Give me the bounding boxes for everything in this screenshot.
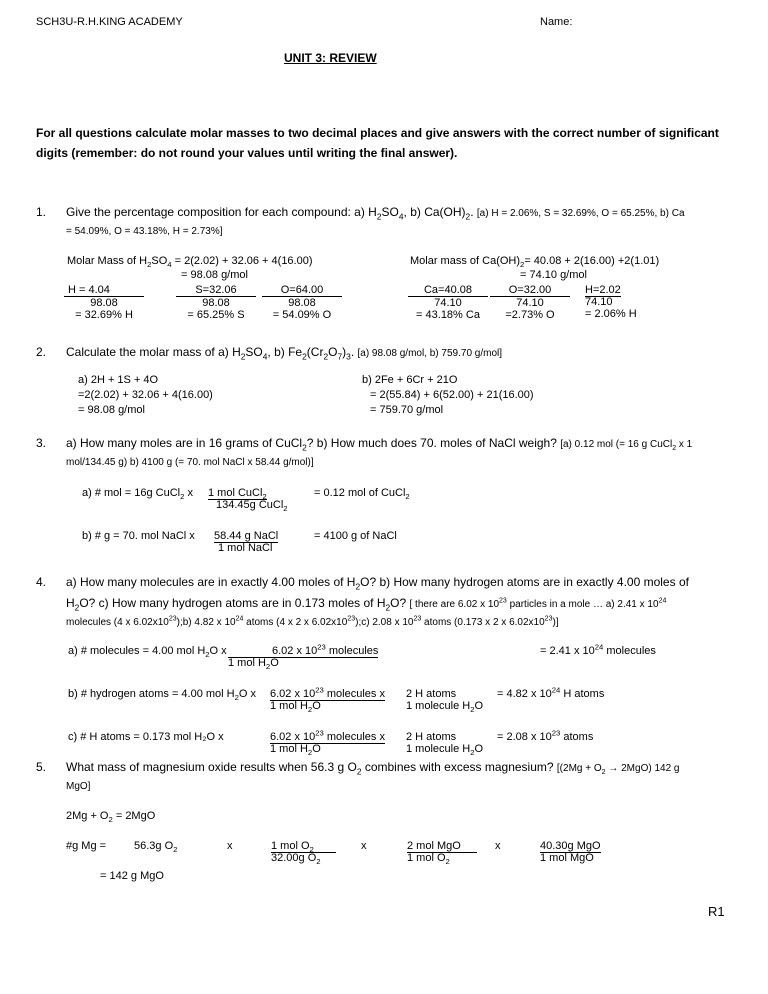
question-3-answer-cont: mol/134.45 g) b) 4100 g (= 70. mol NaCl x 58.44 g/mol)] [66, 457, 314, 468]
q4c-num2: 2 H atoms [406, 731, 457, 743]
q5-factor-2 [407, 840, 477, 867]
q1b-o-fraction [490, 284, 570, 321]
q1a-h-fraction [64, 284, 144, 321]
q3b-num: 58.44 g NaCl [214, 530, 279, 542]
instructions: For all questions calculate molar masses to two decimal places and give answers with the correct number of significant digits (remember: do not round your values until writing the final answer). [36, 126, 719, 160]
q2a-line3: = 98.08 g/mol [78, 404, 145, 416]
q3b-fraction [214, 530, 278, 554]
q1b-ca-num: Ca=40.08 [408, 284, 488, 297]
q4b-den2: 1 molecule $H_2O$ [406, 700, 484, 715]
q4b-den: 1 mol $H_2O$ [270, 700, 321, 715]
q4b-num: 6.02 x $10^{23}$ molecules x [270, 685, 385, 700]
question-3-text: a) How many moles are in 16 grams of CuCl$_2$? b) How much does 70. moles of NaCl weigh? [a) 0.12 mol (= 16 g CuCl$_2$ x 1 [66, 436, 693, 453]
q1a-h-den: 98.08 [90, 297, 118, 309]
question-number: 2. [36, 345, 47, 359]
q1b-ca-result: = 43.18% Ca [416, 309, 480, 321]
q5-f3-den: 1 mol MgO [540, 852, 594, 864]
q1a-o-result: = 54.09% O [272, 309, 332, 321]
q1b-o-result: =2.73% O [505, 309, 555, 321]
q1a-o-den: 98.08 [288, 297, 316, 309]
q4c-answer: = 2.08 x $10^{23}$ atoms [497, 728, 594, 743]
q4c-left: c) # H atoms = 0.173 mol H₂O x [68, 731, 224, 743]
q4c-num: 6.02 x $10^{23}$ molecules x [270, 728, 385, 743]
q1a-s-den: 98.08 [202, 297, 230, 309]
q3b-answer: = 4100 g of NaCl [314, 530, 397, 542]
q5-f2-den: 1 mol $O_2$ [407, 852, 450, 867]
question-4-text: a) How many molecules are in exactly 4.00 moles of $H_2O$? b) How many hydrogen atoms are in exactly 4.00 moles of [66, 575, 689, 592]
question-4-answer-cont: molecules (4 x $6.02x10^{23});b$) 4.82 x $10^{24}$ atoms (4 x 2 x $6.02x10^{23});c$) 2.08 x $10^{23}$ atoms (0.173 x 2 x $6.02x10^{23}$)] [66, 615, 559, 628]
q2b-line1: b) 2Fe + 6Cr + 21O [362, 374, 458, 386]
q2a-line1: a) 2H + 1S + 4O [78, 374, 159, 386]
q1a-s-fraction [176, 284, 256, 321]
q4b-answer: = 4.82 x $10^{24}$ H atoms [497, 685, 605, 700]
q2a-line2: =2(2.02) + 32.06 + 4(16.00) [78, 389, 213, 401]
q1b-o-den: 74.10 [516, 297, 544, 309]
question-number: 5. [36, 760, 47, 774]
q4c-den2: 1 molecule $H_2O$ [406, 743, 484, 758]
q3b-left: b) # g = 70. mol NaCl x [82, 530, 195, 542]
q3a-den: 134.45g CuCl$_2$ [216, 499, 288, 514]
q5-calc-label: #g Mg = [66, 840, 107, 852]
q1a-result: = 98.08 g/mol [181, 269, 248, 281]
q5-factor-1 [271, 840, 336, 867]
q5-f1-den: 32.00g $O_2$ [271, 852, 321, 867]
q5-times-2: x [361, 840, 367, 852]
q3a-num: 1 mol CuCl$_2$ [208, 487, 267, 502]
name-label: Name: [540, 16, 573, 28]
q1b-o-num: O=32.00 [490, 284, 570, 297]
question-1-answer-cont: = 54.09%, O = 43.18%, H = 2.73%] [66, 226, 223, 237]
question-1-text: Give the percentage composition for each compound: a) $H_2SO_4$, b) $Ca(OH)_2$. [a) H = 2.06%, S = 32.69%, O = 65.25%, b) Ca [66, 205, 685, 222]
q1a-s-num: S=32.06 [176, 284, 256, 297]
page-id: R1 [708, 904, 725, 919]
q3a-answer: = 0.12 mol of CuCl$_2$ [314, 487, 410, 502]
q1a-h-num: H = 4.04 [64, 284, 144, 297]
q2b-line2: = 2(55.84) + 6(52.00) + 21(16.00) [370, 389, 534, 401]
q4b-num2: 2 H atoms [406, 688, 457, 700]
q3a-left: a) # mol = 16g CuCl$_2$ x [82, 487, 193, 502]
q4b-fraction2 [406, 688, 484, 715]
q2a-work [78, 373, 213, 418]
q4a-den: 1 mol $H_2O$ [228, 657, 279, 672]
q4a-fraction [228, 642, 379, 672]
q1b-h-den: 74.10 [585, 296, 613, 308]
q1b-h-result: = 2.06% H [585, 308, 637, 320]
q1b-h-num: H=2.02 [585, 284, 621, 296]
question-number: 3. [36, 436, 47, 450]
q4a-left: a) # molecules = 4.00 mol $H_2O$ x [68, 645, 227, 660]
q3a-fraction [208, 487, 288, 514]
q4b-fraction1 [270, 685, 385, 715]
q3b-den: 1 mol NaCl [218, 542, 273, 554]
question-4-text-cont: $H_2O$? c) How many hydrogen atoms are in 0.173 moles of $H_2O$? [ there are 6.02 x $10^{23}$ particles in a mole … a) 2.41 x $10^{24}$ [66, 596, 667, 613]
q4a-num: 6.02 x $10^{23}$ molecules [228, 645, 378, 658]
page-title: UNIT 3: REVIEW [284, 51, 377, 65]
q1a-title: Molar Mass of $H_2SO_4 = 2(2.02) + 32.06 + 4(16.00)$ [67, 255, 313, 270]
q5-equation: $2Mg + O_2 = 2MgO$ [66, 810, 156, 825]
q1a-h-result: = 32.69% H [75, 309, 133, 321]
q1b-title: Molar mass of $Ca(OH)_2= 40.08 + 2(16.00) +2(1.01)$ [410, 255, 660, 270]
q4c-den: 1 mol $H_2O$ [270, 743, 321, 758]
q5-times-1: x [227, 840, 233, 852]
q2b-work [362, 373, 534, 418]
q5-answer: = 142 g MgO [100, 870, 164, 882]
q5-f2-num: 2 mol MgO [407, 840, 477, 853]
question-5-text: What mass of magnesium oxide results when 56.3 g $O_2$ combines with excess magnesium? [$(2Mg + O_2 \to 2MgO)$ 142 g [66, 760, 680, 777]
q4a-answer: = 2.41 x $10^{24}$ molecules [540, 642, 656, 657]
question-2-text: Calculate the molar mass of a) $H_2SO_4$, b) $Fe_2(Cr_2O_7)_3$. [a) 98.08 g/mol, b) 759.70 g/mol] [66, 345, 503, 362]
q1b-ca-den: 74.10 [434, 297, 462, 309]
q5-f3-num: 40.30g MgO [540, 840, 601, 852]
school-header: SCH3U-R.H.KING ACADEMY [36, 16, 183, 28]
question-number: 4. [36, 575, 47, 589]
q1a-o-num: O=64.00 [262, 284, 342, 297]
q1b-result: = 74.10 g/mol [520, 269, 587, 281]
question-5-answer-cont: MgO] [66, 781, 91, 792]
q1a-o-fraction [262, 284, 342, 321]
q5-calc-value: 56.3g $O_2$ [134, 840, 178, 855]
question-number: 1. [36, 205, 47, 219]
q4c-fraction2 [406, 731, 484, 758]
q5-factor-3 [540, 840, 601, 864]
q5-times-3: x [495, 840, 501, 852]
q4b-left: b) # hydrogen atoms = 4.00 mol $H_2O$ x [68, 688, 257, 703]
q1b-h-fraction [585, 284, 665, 320]
q1b-ca-fraction [408, 284, 488, 321]
q2b-line3: = 759.70 g/mol [370, 404, 444, 416]
q1a-s-result: = 65.25% S [187, 309, 245, 321]
q4c-fraction1 [270, 728, 385, 758]
q5-f1-num: 1 mol $O_2$ [271, 840, 336, 853]
